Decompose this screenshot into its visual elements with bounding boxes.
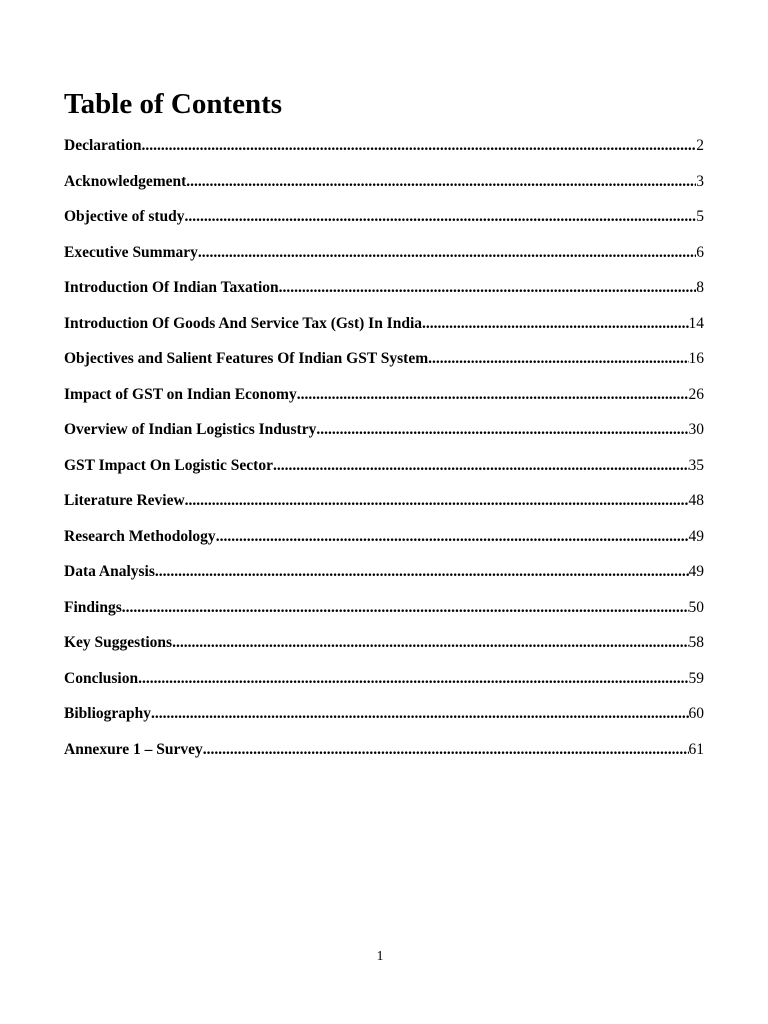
footer-page-number: 1 — [376, 949, 384, 964]
toc-entry-key-suggestions[interactable] — [64, 630, 704, 666]
toc-entry-label[interactable]: Findings — [64, 598, 122, 616]
toc-entry-label[interactable]: Introduction Of Goods And Service Tax (Gst) In India — [64, 314, 423, 332]
toc-entry-acknowledgement[interactable] — [64, 169, 704, 205]
toc-entry-executive-summary[interactable] — [64, 240, 704, 276]
dot-leader — [203, 737, 689, 763]
toc-entry-page-number: 58 — [688, 634, 704, 651]
toc-entry-label[interactable]: Executive Summary — [64, 243, 198, 261]
dot-leader — [138, 666, 688, 692]
toc-entry-page-number: 5 — [696, 208, 704, 225]
dot-leader — [172, 630, 688, 656]
dot-leader — [297, 382, 689, 408]
toc-entry-page-number: 48 — [688, 492, 704, 509]
toc-entry-label[interactable]: Objective of study — [64, 208, 185, 225]
dot-leader — [141, 133, 696, 159]
dot-leader — [216, 524, 689, 550]
toc-entry-page-number: 30 — [688, 421, 704, 438]
toc-entry-introduction-gst[interactable] — [64, 311, 704, 347]
toc-entry-label[interactable]: Conclusion — [64, 669, 139, 687]
toc-entry-gst-impact-logistic[interactable] — [64, 453, 704, 489]
toc-entry-label[interactable]: Objectives and Salient Features Of Indian GST System — [64, 350, 429, 367]
dot-leader — [316, 417, 688, 443]
toc-entry-impact-gst-economy[interactable] — [64, 382, 704, 418]
toc-entry-objectives-salient-features[interactable] — [64, 346, 704, 382]
toc-entry-research-methodology[interactable] — [64, 524, 704, 560]
toc-entry-page-number: 8 — [696, 279, 704, 296]
toc-entry-page-number: 26 — [688, 385, 704, 403]
toc-entry-literature-review[interactable] — [64, 488, 704, 524]
dot-leader — [428, 346, 688, 372]
toc-entry-annexure-survey[interactable] — [64, 737, 704, 773]
dot-leader — [151, 701, 689, 727]
toc-entry-introduction-indian-taxation[interactable] — [64, 275, 704, 311]
toc-entry-label[interactable]: Introduction Of Indian Taxation — [64, 279, 279, 296]
toc-entry-page-number: 14 — [688, 314, 704, 332]
toc-entry-label[interactable]: Overview of Indian Logistics Industry — [64, 421, 317, 438]
dot-leader — [186, 169, 696, 195]
page-title: Table of Contents — [64, 88, 283, 120]
toc-entry-bibliography[interactable] — [64, 701, 704, 737]
toc-entry-page-number: 59 — [688, 669, 704, 687]
dot-leader — [122, 595, 689, 621]
toc-entry-page-number: 60 — [688, 705, 704, 722]
toc-entry-label[interactable]: Key Suggestions — [64, 634, 173, 651]
toc-entry-label[interactable]: Annexure 1 – Survey — [64, 740, 203, 758]
toc-entry-objective-of-study[interactable] — [64, 204, 704, 240]
toc-entry-page-number: 35 — [688, 456, 704, 474]
toc-entry-page-number: 50 — [688, 598, 704, 616]
toc-entry-label[interactable]: GST Impact On Logistic Sector — [64, 456, 273, 474]
toc-entry-page-number: 6 — [696, 243, 704, 261]
dot-leader — [422, 311, 688, 337]
toc-entry-page-number: 61 — [688, 740, 704, 758]
dot-leader — [185, 204, 697, 230]
toc-entry-page-number: 49 — [688, 563, 704, 580]
table-of-contents — [64, 133, 704, 772]
dot-leader — [279, 275, 697, 301]
dot-leader — [273, 453, 689, 479]
toc-entry-findings[interactable] — [64, 595, 704, 631]
toc-entry-label[interactable]: Research Methodology — [64, 527, 216, 545]
toc-entry-overview-logistics[interactable] — [64, 417, 704, 453]
toc-entry-page-number: 49 — [688, 527, 704, 545]
toc-entry-conclusion[interactable] — [64, 666, 704, 702]
toc-entry-label[interactable]: Acknowledgement — [64, 172, 187, 190]
toc-entry-page-number: 3 — [696, 172, 704, 190]
dot-leader — [155, 559, 689, 585]
toc-entry-declaration[interactable] — [64, 133, 704, 169]
toc-entry-label[interactable]: Literature Review — [64, 492, 185, 509]
toc-entry-label[interactable]: Impact of GST on Indian Economy — [64, 385, 297, 403]
toc-entry-page-number: 16 — [688, 350, 704, 367]
toc-entry-page-number: 2 — [696, 137, 704, 154]
toc-entry-data-analysis[interactable] — [64, 559, 704, 595]
toc-entry-label[interactable]: Data Analysis — [64, 563, 155, 580]
dot-leader — [185, 488, 689, 514]
toc-entry-label[interactable]: Bibliography — [64, 705, 151, 722]
dot-leader — [198, 240, 696, 266]
toc-entry-label[interactable]: Declaration — [64, 137, 142, 154]
